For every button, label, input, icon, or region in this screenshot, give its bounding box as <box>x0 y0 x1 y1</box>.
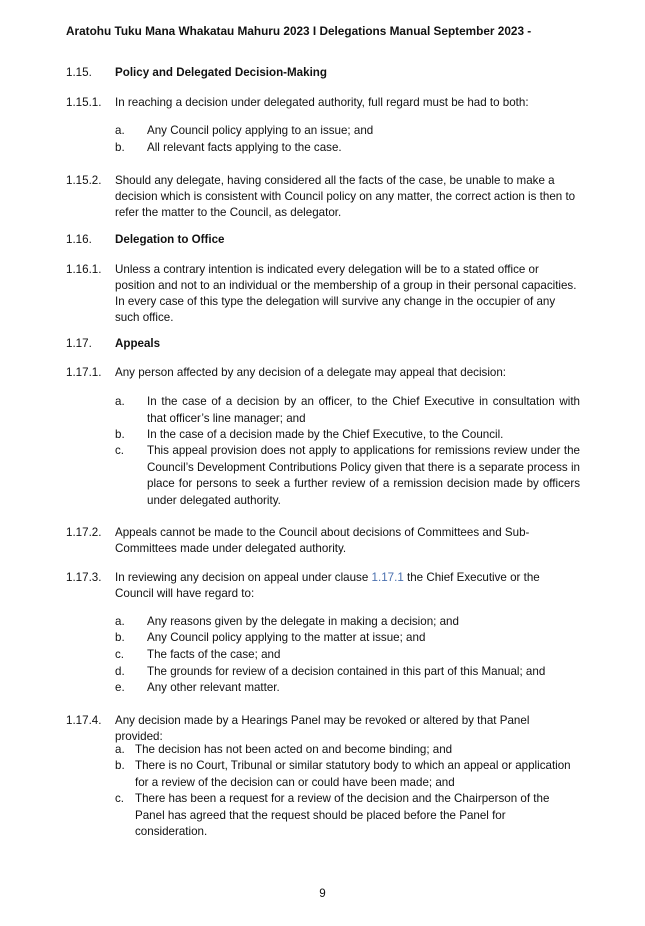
list-text: The decision has not been acted on and become binding; and <box>135 743 453 756</box>
list-text: In the case of a decision made by the Chief Executive, to the Council. <box>147 428 504 441</box>
list-letter: b. <box>115 631 125 644</box>
clause-text <box>115 570 580 602</box>
list-text: In the case of a decision by an officer, to the Chief Executive in consultation with that officer’s line manager; and <box>147 395 580 425</box>
clause-number: 1.15.1. <box>66 96 102 109</box>
clause-reference-link[interactable]: 1.17.1 <box>371 571 404 584</box>
page-number: 9 <box>319 887 326 900</box>
list-letter: b. <box>115 141 125 154</box>
list-text: Any Council policy applying to an issue; and <box>147 124 374 137</box>
clause-text: Any person affected by any decision of a delegate may appeal that decision: <box>115 366 507 379</box>
clause-text: Appeals cannot be made to the Council about decisions of Committees and Sub-Committees made under delegated authority. <box>115 526 530 555</box>
list-letter: e. <box>115 681 125 694</box>
clause-text: In reaching a decision under delegated authority, full regard must be had to both: <box>115 96 529 109</box>
section-title: Appeals <box>115 337 161 350</box>
section-number: 1.16. <box>66 233 92 246</box>
list-text: All relevant facts applying to the case. <box>147 141 342 154</box>
list-letter: b. <box>115 759 125 772</box>
list-text: There has been a request for a review of the decision and the Chairperson of the Panel has agreed that the request should be placed before the Panel for consideration. <box>135 792 550 839</box>
section-title: Policy and Delegated Decision-Making <box>115 66 327 79</box>
list-text: Any other relevant matter. <box>147 681 280 694</box>
clause-text-post: the Chief Executive or the Council will have regard to: <box>115 571 540 600</box>
clause-number: 1.17.3. <box>66 571 102 584</box>
clause-number: 1.16.1. <box>66 263 102 276</box>
list-letter: d. <box>115 665 125 678</box>
running-header: Aratohu Tuku Mana Whakatau Mahuru 2023 I Delegations Manual September 2023 - <box>66 24 532 38</box>
section-number: 1.15. <box>66 66 92 79</box>
list-text: This appeal provision does not apply to applications for remissions review under the Council’s Development Contributions Policy given that there is a separate process in place for persons to seek a further review of a remission decision made by officers under delegated authority. <box>147 444 580 507</box>
clause-number: 1.17.1. <box>66 366 102 379</box>
list-letter: c. <box>115 792 125 805</box>
clause-text-pre: In reviewing any decision on appeal under clause <box>115 571 372 584</box>
list-letter: b. <box>115 428 125 441</box>
list-letter: a. <box>115 395 125 408</box>
list-text: The grounds for review of a decision contained in this part of this Manual; and <box>147 665 546 678</box>
clause-text: Should any delegate, having considered all the facts of the case, be unable to make a decision which is consistent with Council policy on any matter, the correct action is then to refer the matter to the Council, as delegator. <box>115 174 576 219</box>
clause-number: 1.17.4. <box>66 714 102 727</box>
list-letter: c. <box>115 648 125 661</box>
section-title: Delegation to Office <box>115 233 225 246</box>
list-text: Any Council policy applying to the matter at issue; and <box>147 631 426 644</box>
list-letter: a. <box>115 743 125 756</box>
clause-number: 1.15.2. <box>66 174 102 187</box>
section-number: 1.17. <box>66 337 92 350</box>
list-text: Any reasons given by the delegate in making a decision; and <box>147 615 459 628</box>
clause-text: Any decision made by a Hearings Panel may be revoked or altered by that Panel provided: <box>115 714 530 743</box>
list-letter: c. <box>115 444 125 457</box>
clause-number: 1.17.2. <box>66 526 102 539</box>
list-letter: a. <box>115 124 125 137</box>
list-text: There is no Court, Tribunal or similar statutory body to which an appeal or application for a review of the decision can or could have been made; and <box>135 759 571 789</box>
list-letter: a. <box>115 615 125 628</box>
clause-text: Unless a contrary intention is indicated every delegation will be to a stated office or position and not to an individual or the membership of a group in their personal capacities. In every case of this type the delegation will survive any change in the occupier of any such office. <box>115 263 577 324</box>
list-text: The facts of the case; and <box>147 648 281 661</box>
